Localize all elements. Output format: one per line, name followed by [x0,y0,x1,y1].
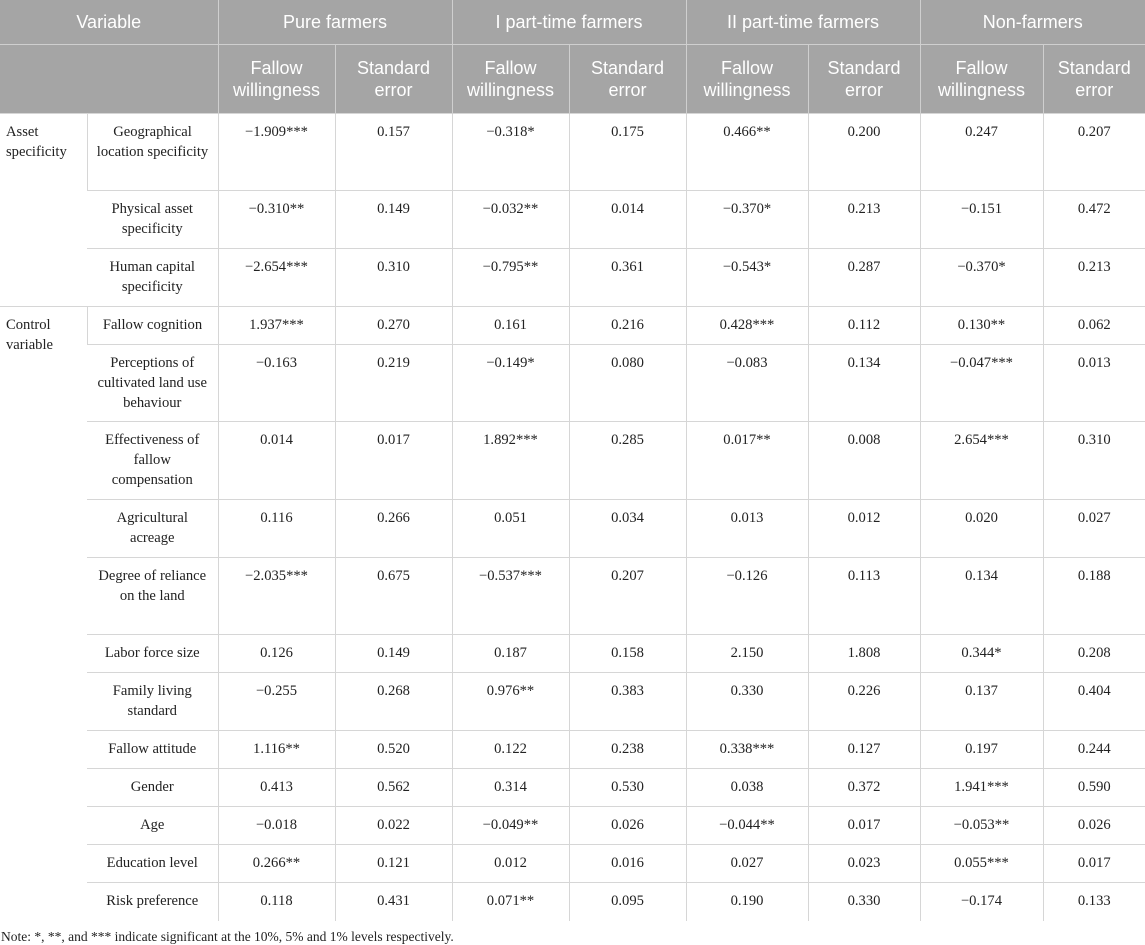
standard-error-cell: 0.530 [569,769,686,807]
fallow-willingness-cell: 0.013 [686,500,808,558]
variable-name-cell: Labor force size [87,635,218,673]
group-header: II part-time farmers [686,0,920,45]
fallow-willingness-cell: 0.118 [218,883,335,921]
standard-error-cell: 0.404 [1043,673,1145,731]
fallow-willingness-cell: 0.122 [452,731,569,769]
fallow-willingness-cell: 0.014 [218,422,335,500]
fallow-willingness-cell: 0.338*** [686,731,808,769]
fallow-willingness-cell: 0.055*** [920,845,1043,883]
fallow-willingness-cell: −0.370* [686,191,808,249]
fallow-willingness-cell: −0.543* [686,249,808,307]
table-row [0,307,1145,345]
fallow-willingness-cell: −0.047*** [920,345,1043,422]
fallow-willingness-cell: −0.083 [686,345,808,422]
table-row [0,191,1145,249]
variable-name-cell: Age [87,807,218,845]
group-header: Pure farmers [218,0,452,45]
fallow-willingness-cell: 0.130** [920,307,1043,345]
variable-name-cell: Perceptions of cultivated land use behaviour [87,345,218,422]
fallow-willingness-cell: 0.314 [452,769,569,807]
standard-error-cell: 0.266 [335,500,452,558]
standard-error-cell: 0.149 [335,635,452,673]
fallow-willingness-cell: −0.795** [452,249,569,307]
fallow-willingness-header: Fallow willingness [218,45,335,114]
standard-error-cell: 0.127 [808,731,920,769]
fallow-willingness-cell: 0.187 [452,635,569,673]
variable-name-cell: Fallow attitude [87,731,218,769]
fallow-willingness-cell: 0.027 [686,845,808,883]
fallow-willingness-cell: 0.247 [920,114,1043,191]
standard-error-cell: 0.520 [335,731,452,769]
variable-name-cell: Degree of reliance on the land [87,558,218,635]
table-row [0,558,1145,635]
fallow-willingness-cell: 1.892*** [452,422,569,500]
fallow-willingness-cell: −0.310** [218,191,335,249]
variable-header: Variable [0,0,218,45]
fallow-willingness-cell: 0.428*** [686,307,808,345]
fallow-willingness-cell: 0.020 [920,500,1043,558]
table-row [0,345,1145,422]
standard-error-cell: 0.016 [569,845,686,883]
blank-header [0,45,218,114]
variable-name-cell: Education level [87,845,218,883]
standard-error-cell: 0.675 [335,558,452,635]
table-row [0,114,1145,191]
standard-error-cell: 0.027 [1043,500,1145,558]
variable-name-cell: Fallow cognition [87,307,218,345]
variable-name-cell: Effectiveness of fallow compensation [87,422,218,500]
fallow-willingness-cell: 0.330 [686,673,808,731]
standard-error-cell: 0.207 [569,558,686,635]
fallow-willingness-cell: 0.017** [686,422,808,500]
fallow-willingness-cell: 0.976** [452,673,569,731]
standard-error-cell: 0.113 [808,558,920,635]
fallow-willingness-cell: −0.126 [686,558,808,635]
table-row [0,845,1145,883]
standard-error-header: Standard error [569,45,686,114]
fallow-willingness-cell: 0.012 [452,845,569,883]
standard-error-cell: 0.244 [1043,731,1145,769]
standard-error-cell: 0.017 [335,422,452,500]
table-note: Note: *, **, and *** indicate significant at the 10%, 5% and 1% levels respectively. [1,928,454,944]
standard-error-cell: 0.095 [569,883,686,921]
standard-error-cell: 0.175 [569,114,686,191]
fallow-willingness-cell: 2.654*** [920,422,1043,500]
standard-error-cell: 0.022 [335,807,452,845]
fallow-willingness-cell: −2.654*** [218,249,335,307]
fallow-willingness-cell: 0.137 [920,673,1043,731]
fallow-willingness-cell: 0.126 [218,635,335,673]
fallow-willingness-cell: −0.174 [920,883,1043,921]
standard-error-cell: 0.287 [808,249,920,307]
fallow-willingness-cell: −0.044** [686,807,808,845]
table-body [0,114,1145,921]
table-row [0,249,1145,307]
standard-error-cell: 0.062 [1043,307,1145,345]
fallow-willingness-cell: 0.134 [920,558,1043,635]
standard-error-cell: 0.026 [569,807,686,845]
fallow-willingness-cell: −1.909*** [218,114,335,191]
fallow-willingness-cell: 0.051 [452,500,569,558]
standard-error-cell: 0.562 [335,769,452,807]
fallow-willingness-cell: 0.038 [686,769,808,807]
fallow-willingness-cell: −0.537*** [452,558,569,635]
standard-error-cell: 0.213 [1043,249,1145,307]
variable-name-cell: Risk preference [87,883,218,921]
group-header: I part-time farmers [452,0,686,45]
fallow-willingness-cell: 1.941*** [920,769,1043,807]
fallow-willingness-cell: −0.370* [920,249,1043,307]
standard-error-cell: 0.213 [808,191,920,249]
table-row [0,422,1145,500]
standard-error-cell: 0.014 [569,191,686,249]
standard-error-cell: 0.207 [1043,114,1145,191]
standard-error-cell: 0.012 [808,500,920,558]
fallow-willingness-cell: −0.049** [452,807,569,845]
fallow-willingness-cell: 0.116 [218,500,335,558]
group-header: Non-farmers [920,0,1145,45]
standard-error-cell: 0.034 [569,500,686,558]
standard-error-cell: 0.200 [808,114,920,191]
table-row [0,769,1145,807]
header-row-sub [0,45,1145,114]
standard-error-cell: 0.013 [1043,345,1145,422]
standard-error-cell: 0.330 [808,883,920,921]
fallow-willingness-cell: −0.255 [218,673,335,731]
fallow-willingness-cell: 0.190 [686,883,808,921]
standard-error-cell: 0.149 [335,191,452,249]
standard-error-cell: 0.008 [808,422,920,500]
fallow-willingness-cell: 0.266** [218,845,335,883]
standard-error-cell: 0.026 [1043,807,1145,845]
fallow-willingness-header: Fallow willingness [452,45,569,114]
standard-error-header: Standard error [335,45,452,114]
standard-error-cell: 0.208 [1043,635,1145,673]
standard-error-cell: 1.808 [808,635,920,673]
fallow-willingness-cell: −0.032** [452,191,569,249]
standard-error-cell: 0.310 [335,249,452,307]
standard-error-cell: 0.134 [808,345,920,422]
standard-error-cell: 0.472 [1043,191,1145,249]
standard-error-cell: 0.270 [335,307,452,345]
standard-error-cell: 0.238 [569,731,686,769]
fallow-willingness-cell: 1.937*** [218,307,335,345]
standard-error-cell: 0.590 [1043,769,1145,807]
fallow-willingness-cell: −0.318* [452,114,569,191]
table-row [0,635,1145,673]
standard-error-cell: 0.268 [335,673,452,731]
fallow-willingness-header: Fallow willingness [686,45,808,114]
standard-error-cell: 0.017 [1043,845,1145,883]
table-row [0,500,1145,558]
variable-name-cell: Human capital specificity [87,249,218,307]
table-row [0,883,1145,921]
variable-name-cell: Gender [87,769,218,807]
standard-error-header: Standard error [1043,45,1145,114]
fallow-willingness-cell: 0.466** [686,114,808,191]
fallow-willingness-cell: 1.116** [218,731,335,769]
fallow-willingness-cell: −0.018 [218,807,335,845]
category-cell: Control variable [0,307,87,921]
standard-error-cell: 0.023 [808,845,920,883]
standard-error-cell: 0.431 [335,883,452,921]
variable-name-cell: Physical asset specificity [87,191,218,249]
fallow-willingness-cell: −2.035*** [218,558,335,635]
standard-error-cell: 0.216 [569,307,686,345]
fallow-willingness-cell: 0.413 [218,769,335,807]
category-cell: Asset specificity [0,114,87,307]
standard-error-cell: 0.158 [569,635,686,673]
variable-name-cell: Agricultural acreage [87,500,218,558]
standard-error-cell: 0.080 [569,345,686,422]
variable-name-cell: Geographical location specificity [87,114,218,191]
standard-error-cell: 0.133 [1043,883,1145,921]
fallow-willingness-cell: −0.151 [920,191,1043,249]
standard-error-cell: 0.121 [335,845,452,883]
standard-error-cell: 0.017 [808,807,920,845]
standard-error-cell: 0.361 [569,249,686,307]
standard-error-cell: 0.188 [1043,558,1145,635]
standard-error-cell: 0.383 [569,673,686,731]
variable-name-cell: Family living standard [87,673,218,731]
table-row [0,673,1145,731]
standard-error-cell: 0.157 [335,114,452,191]
standard-error-header: Standard error [808,45,920,114]
fallow-willingness-cell: 0.161 [452,307,569,345]
standard-error-cell: 0.310 [1043,422,1145,500]
standard-error-cell: 0.112 [808,307,920,345]
fallow-willingness-cell: −0.149* [452,345,569,422]
fallow-willingness-cell: 0.344* [920,635,1043,673]
standard-error-cell: 0.226 [808,673,920,731]
header-row-groups [0,0,1145,45]
fallow-willingness-cell: −0.053** [920,807,1043,845]
fallow-willingness-cell: −0.163 [218,345,335,422]
standard-error-cell: 0.372 [808,769,920,807]
table-row [0,807,1145,845]
fallow-willingness-header: Fallow willingness [920,45,1043,114]
standard-error-cell: 0.219 [335,345,452,422]
table-row [0,731,1145,769]
fallow-willingness-cell: 2.150 [686,635,808,673]
fallow-willingness-cell: 0.197 [920,731,1043,769]
fallow-willingness-cell: 0.071** [452,883,569,921]
standard-error-cell: 0.285 [569,422,686,500]
